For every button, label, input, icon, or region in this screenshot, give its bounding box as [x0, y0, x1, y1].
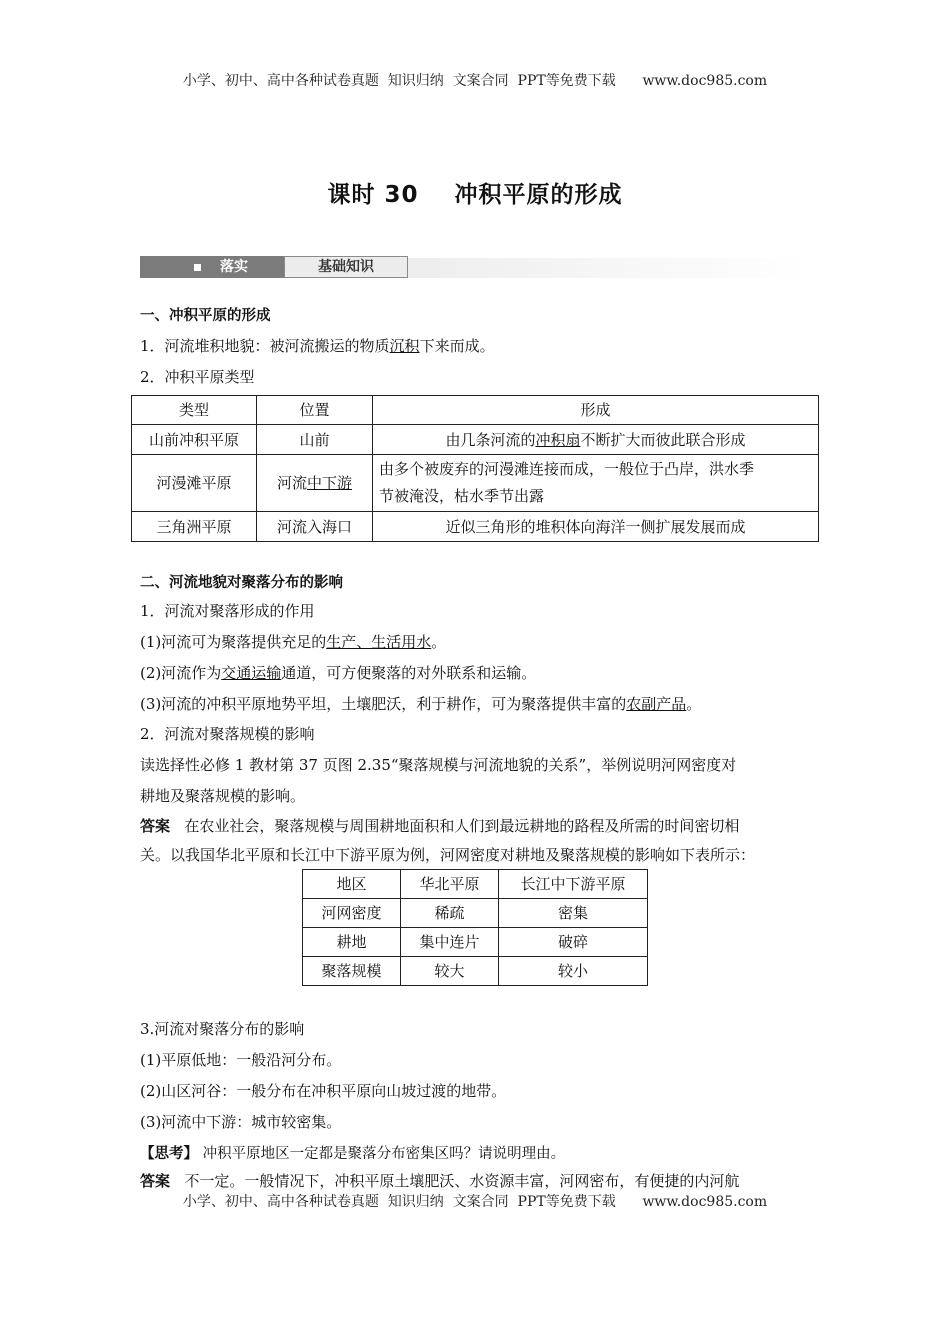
- section2-point2: (2)河流作为交通运输通道，可方便聚落的对外联系和运输。: [140, 664, 537, 682]
- table-header-cell: 类型: [132, 396, 257, 425]
- table-header-row: [303, 870, 648, 899]
- banner-left: [140, 256, 284, 278]
- section3-point1: (1)平原低地：一般沿河分布。: [140, 1051, 342, 1069]
- answer-line1: 答案 在农业社会，聚落规模与周围耕地面积和人们到最远耕地的路程及所需的时间密切相: [140, 817, 740, 835]
- table-cell: 稀疏: [401, 899, 499, 928]
- plain-types-table: [131, 395, 819, 542]
- section3-point3: (3)河流中下游：城市较密集。: [140, 1113, 342, 1131]
- river-density-table: [302, 869, 648, 986]
- section3-point2: (2)山区河谷：一般分布在冲积平原向山坡过渡的地带。: [140, 1082, 507, 1100]
- table-cell: 较大: [401, 957, 499, 986]
- table-cell: 河流中下游: [257, 455, 373, 512]
- table-row: [303, 957, 648, 986]
- answer-label: 答案: [140, 817, 171, 835]
- table-row: [303, 899, 648, 928]
- table-row: [132, 512, 819, 542]
- table-cell: 三角洲平原: [132, 512, 257, 542]
- banner-left-label: 落实: [220, 259, 248, 275]
- section1-heading: 一、冲积平原的形成: [140, 308, 271, 324]
- square-icon: [194, 264, 201, 271]
- table-header-cell: 形成: [373, 396, 819, 425]
- table-cell: 破碎: [499, 928, 648, 957]
- table-header-cell: 长江中下游平原: [499, 870, 648, 899]
- section2-point3: (3)河流的冲积平原地势平坦，土壤肥沃，利于耕作，可为聚落提供丰富的农副产品。: [140, 695, 702, 713]
- reading-prompt-line2: 耕地及聚落规模的影响。: [140, 787, 306, 805]
- page-title: 课时 30 冲积平原的形成: [327, 182, 623, 208]
- table-row: [132, 455, 819, 512]
- table-cell: 近似三角形的堆积体向海洋一侧扩展发展而成: [373, 512, 819, 542]
- table-cell: 集中连片: [401, 928, 499, 957]
- table-row: [303, 928, 648, 957]
- table-cell: 密集: [499, 899, 648, 928]
- section2-sub1: 1．河流对聚落形成的作用: [140, 602, 315, 620]
- banner-right-label: 基础知识: [284, 256, 408, 278]
- page-header: 小学、初中、高中各种试卷真题 知识归纳 文案合同 PPT等免费下载 www.doc985.com: [182, 73, 768, 89]
- table-header-cell: 地区: [303, 870, 401, 899]
- table-cell: 山前冲积平原: [132, 425, 257, 455]
- table-cell: 较小: [499, 957, 648, 986]
- section3-sub3: 3.河流对聚落分布的影响: [140, 1020, 305, 1038]
- section1-item2: 2．冲积平原类型: [140, 368, 255, 386]
- think-label: 【思考】: [140, 1146, 198, 1162]
- table-cell: 河流入海口: [257, 512, 373, 542]
- table-cell: 由几条河流的冲积扇不断扩大而彼此联合形成: [373, 425, 819, 455]
- table-header-row: [132, 396, 819, 425]
- table-cell: 聚落规模: [303, 957, 401, 986]
- table-cell: 河漫滩平原: [132, 455, 257, 512]
- section2-sub2: 2．河流对聚落规模的影响: [140, 725, 315, 743]
- table-header-cell: 位置: [257, 396, 373, 425]
- table-cell: 由多个被废弃的河漫滩连接而成，一般位于凸岸，洪水季 节被淹没，枯水季节出露: [373, 455, 819, 512]
- section2-heading: 二、河流地貌对聚落分布的影响: [140, 575, 343, 591]
- section1-item1: 1．河流堆积地貌：被河流搬运的物质沉积下来而成。: [140, 337, 495, 355]
- section-banner: [140, 256, 810, 280]
- table-cell: 耕地: [303, 928, 401, 957]
- table-header-cell: 华北平原: [401, 870, 499, 899]
- reading-prompt-line1: 读选择性必修 1 教材第 37 页图 2.35“聚落规模与河流地貌的关系”，举例说明河网密度对: [140, 756, 737, 774]
- answer-label: 答案: [140, 1172, 171, 1190]
- table-cell: 河网密度: [303, 899, 401, 928]
- table-row: [132, 425, 819, 455]
- answer-line2: 关。以我国华北平原和长江中下游平原为例，河网密度对耕地及聚落规模的影响如下表所示：: [140, 846, 756, 864]
- table-cell: 山前: [257, 425, 373, 455]
- think-answer: 答案 不一定。一般情况下，冲积平原土壤肥沃、水资源丰富，河网密布，有便捷的内河航: [140, 1172, 740, 1190]
- section2-point1: (1)河流可为聚落提供充足的生产、生活用水。: [140, 633, 447, 651]
- think-question: 【思考】 冲积平原地区一定都是聚落分布密集区吗？请说明理由。: [140, 1146, 566, 1162]
- page-footer: 小学、初中、高中各种试卷真题 知识归纳 文案合同 PPT等免费下载 www.doc985.com: [0, 1191, 950, 1211]
